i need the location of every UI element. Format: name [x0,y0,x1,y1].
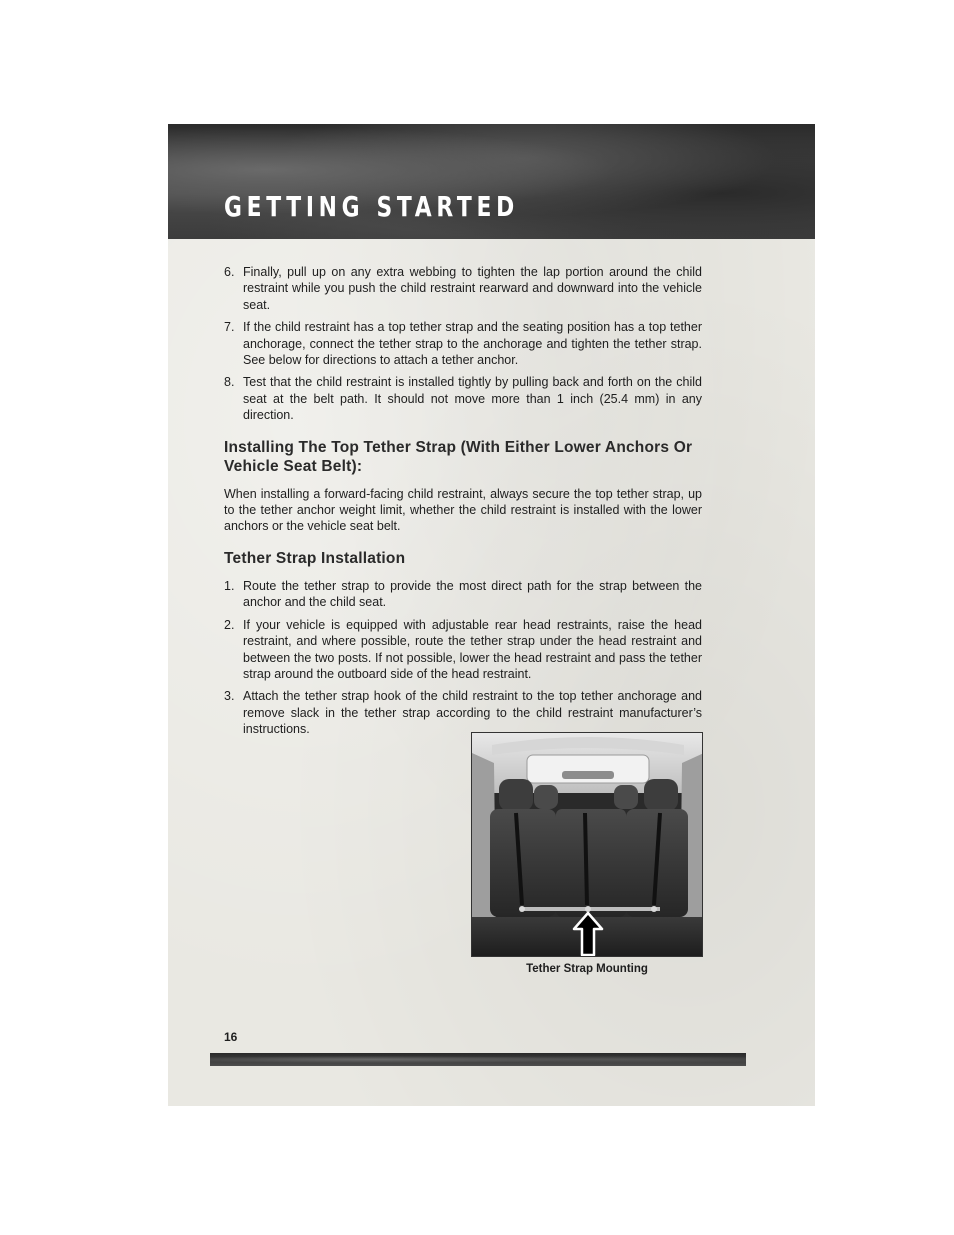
item-text: Finally, pull up on any extra webbing to tighten the lap portion around the child restraint while you push the child restraint rearward and downward into the vehicle seat. [243,265,702,312]
list-item [224,617,702,683]
item-text: If the child restraint has a top tether strap and the seating position has a top tether anchorage, connect the tether strap to the anchorage and tighten the tether strap. See below for directions to attach a tether anchor. [243,320,702,368]
item-text: Test that the child restraint is installed tightly by pulling back and forth on the child seat at the belt path. It should not move more than 1 inch (25.4 mm) in any direction. [243,375,702,423]
section-heading-tether-installation: Tether Strap Installation [224,549,406,567]
item-text: Route the tether strap to provide the most direct path for the strap between the anchor and the child seat. [243,578,702,610]
list-item [224,688,702,737]
item-number: 6. [224,265,235,279]
list-item [224,264,702,313]
step-list-tether [224,578,702,738]
footer-bar [210,1053,746,1066]
section-header-banner [168,124,815,239]
item-text: Attach the tether strap hook of the child restraint to the top tether anchorage and remove slack in the tether strap according to the child restraint manufacturer’s instructions. [243,689,702,737]
section-heading-top-tether: Installing The Top Tether Strap (With Either Lower Anchors Or Vehicle Seat Belt): [224,438,693,475]
step-list-continued [224,264,702,424]
item-number: 7. [224,320,235,335]
cargo-area-illustration [472,733,703,957]
item-number: 1. [224,578,235,593]
manual-page [168,124,815,1106]
list-item [224,374,702,423]
page-number: 16 [224,1030,238,1044]
section-title: GETTING STARTED [224,190,519,223]
section-body-paragraph: When installing a forward-facing child restraint, always secure the top tether strap, up to the tether anchor weight limit, whether the child restraint is installed with the lower anchors or the vehicle seat belt. [224,486,702,534]
page-content [224,264,702,744]
item-number: 3. [224,689,235,704]
item-number: 8. [224,375,235,390]
list-item [224,578,702,611]
item-number: 2. [224,617,235,632]
item-text: If your vehicle is equipped with adjustable rear head restraints, raise the head restraint, and where possible, route the tether strap under the head restraint and between the two posts. If not possible, lower the head restraint and pass the tether strap around the outboard side of the head restraint. [243,617,702,681]
list-item [224,319,702,368]
tether-strap-mounting-photo [471,732,703,957]
figure-caption: Tether Strap Mounting [526,963,648,975]
